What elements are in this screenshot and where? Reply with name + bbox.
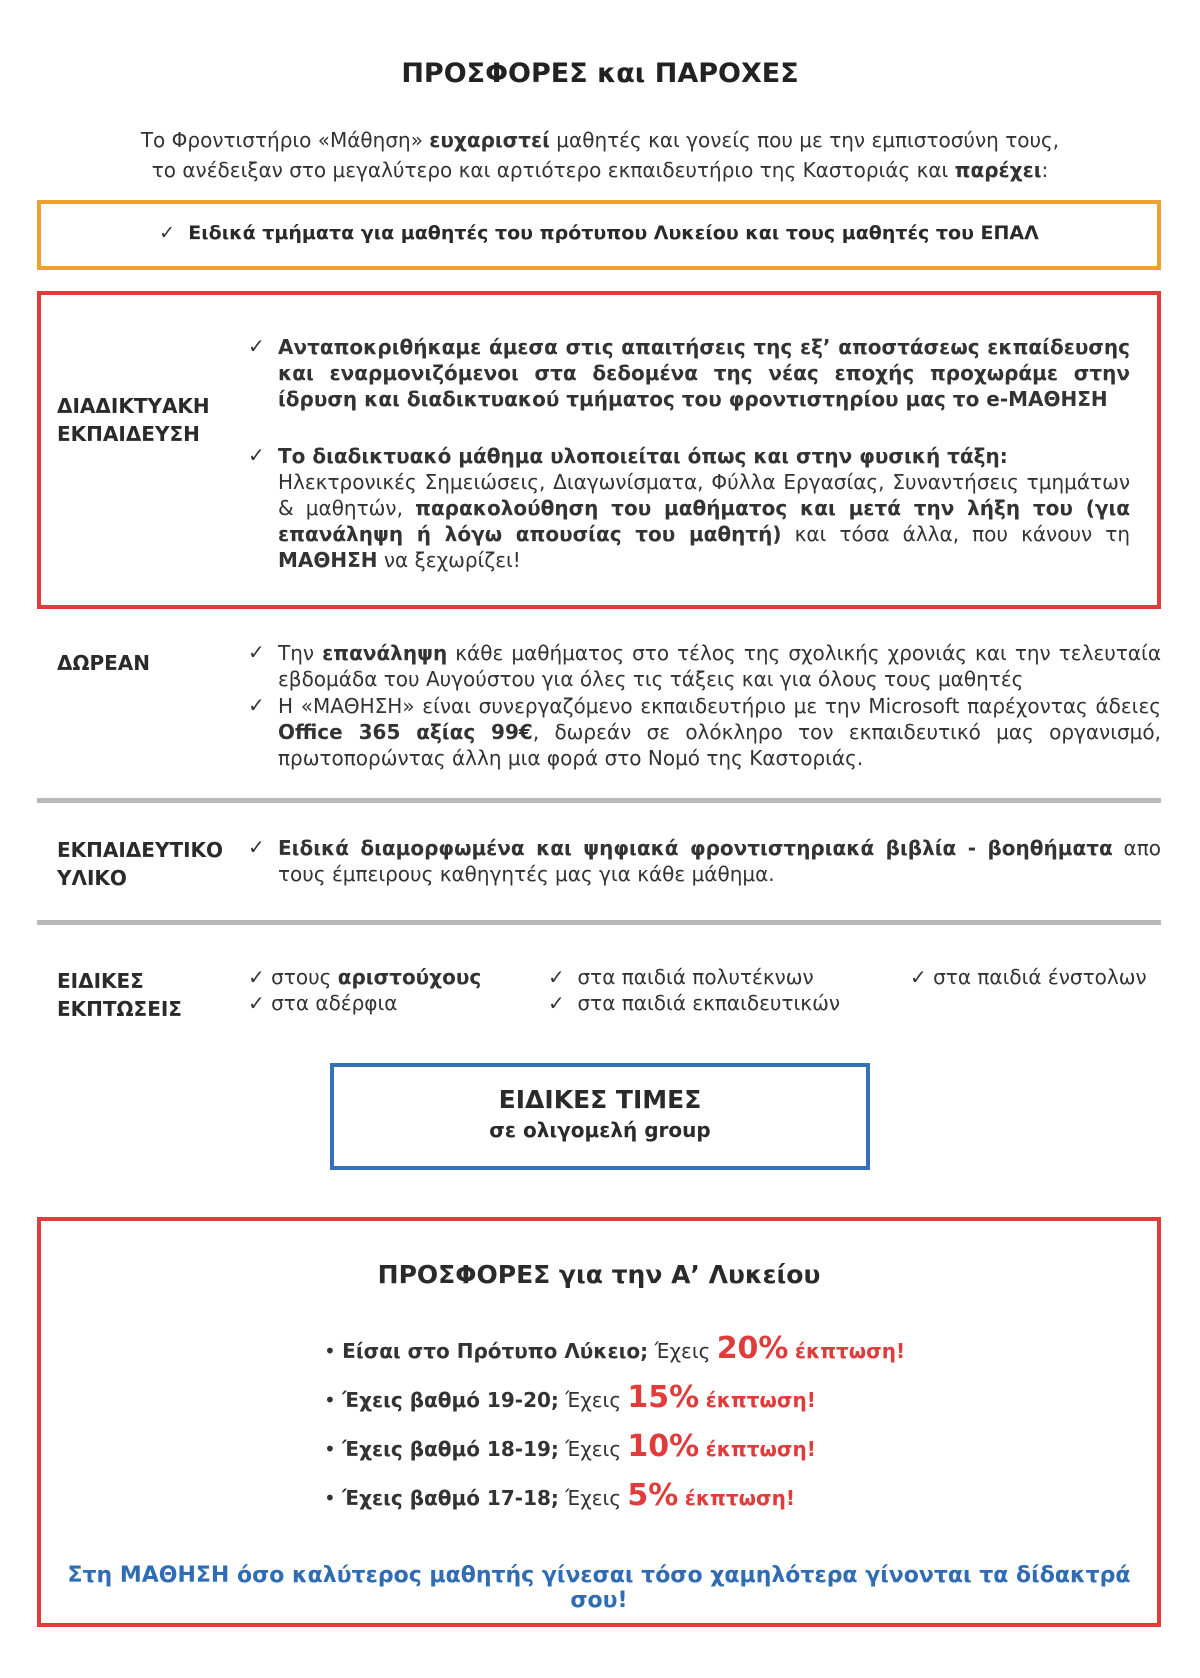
offers-title: ΠΡΟΣΦΟΡΕΣ για την Α’ Λυκείου <box>377 1260 821 1289</box>
offers-footer: Στη ΜΑΘΗΣΗ όσο καλύτερος μαθητής γίνεσαι τόσο χαμηλότερα γίνονται τα δίδακτρά σου! <box>67 1563 1131 1613</box>
free-item-text: Η «ΜΑΘΗΣΗ» είναι συνεργαζόμενο εκπαιδευτήριο με την Microsoft παρέχοντας άδειες <box>278 694 1161 718</box>
check-icon: ✓ <box>159 222 176 244</box>
bullet-icon: • <box>324 1339 336 1363</box>
check-icon: ✓ <box>248 835 265 859</box>
offer-percent: 20% <box>716 1331 789 1366</box>
offer-discount-word: έκπτωση! <box>684 1486 795 1510</box>
material-item-emphasis: Ειδικά διαμορφωμένα και ψηφιακά φροντιστηριακά βιβλία - βοηθήματα <box>278 836 1113 860</box>
discount-text: στους <box>271 965 338 989</box>
check-icon: ✓ <box>548 991 565 1015</box>
discount-text: στα παιδιά εκπαιδευτικών <box>577 991 841 1015</box>
special-classes-text <box>37 222 1161 244</box>
discount-emphasis: αριστούχους <box>337 965 482 989</box>
free-item-emphasis: επανάληψη <box>322 641 448 665</box>
offer-you-have: Έχεις <box>565 1486 622 1510</box>
bullet-icon: • <box>324 1437 336 1461</box>
free-item-1 <box>278 640 1161 692</box>
special-prices-title: ΕΙΔΙΚΕΣ ΤΙΜΕΣ <box>498 1085 702 1114</box>
online-item-2-text: Ηλεκτρονικές Σημειώσεις, Διαγωνίσματα, Φύλλα Εργασίας, Συναντήσεις τμημάτων & μαθητών, <box>278 470 1130 520</box>
discount-text: στα αδέρφια <box>271 991 398 1015</box>
discount-item <box>548 990 840 1016</box>
online-item-2-text: να ξεχωρίζει! <box>377 548 521 572</box>
intro-emphasis: ευχαριστεί <box>429 128 550 152</box>
label-line: ΕΚΠΑΙΔΕΥΣΗ <box>57 422 200 446</box>
offer-question: Έχεις βαθμό 19-20; <box>342 1388 559 1412</box>
bullet-icon: • <box>324 1388 336 1412</box>
discount-item <box>248 990 397 1016</box>
intro-text: : <box>1041 158 1049 182</box>
online-item-2-text: και τόσα άλλα, που κάνουν τη <box>781 522 1131 546</box>
material-label <box>57 836 223 892</box>
check-icon: ✓ <box>248 991 265 1015</box>
offer-discount-word: έκπτωση! <box>705 1388 816 1412</box>
bullet-icon: • <box>324 1486 336 1510</box>
special-prices-box <box>330 1063 870 1170</box>
label-line: ΕΚΠΑΙΔΕΥΤΙΚΟ <box>57 838 224 862</box>
intro-emphasis: παρέχει <box>954 158 1042 182</box>
free-label: ΔΩΡΕΑΝ <box>57 651 151 675</box>
material-item-text: απο τους έμπειρους καθηγητές μας για κάθε μάθημα. <box>278 836 1161 886</box>
free-item-2 <box>278 693 1161 771</box>
offer-percent: 15% <box>627 1380 700 1415</box>
offer-item <box>324 1380 816 1415</box>
online-item-1: Ανταποκριθήκαμε άμεσα στις απαιτήσεις της εξ’ αποστάσεως εκπαίδευσης και εναρμονιζόμενοι στα δεδομένα της νέας εποχής προχωράμε στην ίδρυση και διαδικτυακού τμήματος του φροντιστηρίου μας το e-ΜΑΘΗΣΗ <box>278 335 1130 411</box>
check-icon: ✓ <box>548 965 565 989</box>
offer-you-have: Έχεις <box>565 1388 622 1412</box>
section-divider <box>37 798 1161 803</box>
check-icon: ✓ <box>248 640 265 664</box>
free-item-text: κάθε μαθήματος στο τέλος της σχολικής χρονιάς και την τελευταία εβδομάδα του Αυγούστου για όλες τις τάξεις και για όλους τους μαθητές <box>278 641 1162 691</box>
offer-question: Έχεις βαθμό 18-19; <box>342 1437 559 1461</box>
offer-question: Είσαι στο Πρότυπο Λύκειο; <box>342 1339 649 1363</box>
material-item <box>278 835 1161 887</box>
special-classes-label: Ειδικά τμήματα για μαθητές του πρότυπου Λυκείου και τους μαθητές του ΕΠΑΛ <box>188 222 1039 244</box>
offer-you-have: Έχεις <box>654 1339 711 1363</box>
intro-text: μαθητές και γονείς που με την εμπιστοσύνη τους, <box>549 128 1060 152</box>
intro-text: Το Φροντιστήριο «Μάθηση» <box>140 128 430 152</box>
online-education-label <box>57 392 210 448</box>
online-item-2-emphasis: παρακολούθηση του μαθήματος και μετά την λήξη του (για επανάληψη ή λόγω απουσίας του μαθητή) <box>278 496 1131 546</box>
special-prices-subtitle: σε ολιγομελή group <box>489 1118 711 1142</box>
intro-text: το ανέδειξαν στο μεγαλύτερο και αρτιότερο εκπαιδευτήριο της Καστοριάς και <box>151 158 955 182</box>
offer-item <box>324 1478 795 1513</box>
label-line: ΕΙΔΙΚΕΣ <box>57 969 144 993</box>
free-item-text: Την <box>278 641 323 665</box>
discount-item <box>548 964 814 990</box>
offer-discount-word: έκπτωση! <box>794 1339 906 1363</box>
label-line: ΥΛΙΚΟ <box>57 866 127 890</box>
offer-question: Έχεις βαθμό 17-18; <box>342 1486 559 1510</box>
discounts-label <box>57 967 182 1023</box>
check-icon: ✓ <box>248 443 265 467</box>
check-icon: ✓ <box>910 965 927 989</box>
discount-item <box>910 964 1147 990</box>
page-title: ΠΡΟΣΦΟΡΕΣ και ΠΑΡΟΧΕΣ <box>401 58 799 89</box>
offer-item <box>324 1429 816 1464</box>
offer-discount-word: έκπτωση! <box>705 1437 816 1461</box>
brand-name: ΜΑΘΗΣΗ <box>278 548 378 572</box>
offer-percent: 10% <box>627 1429 700 1464</box>
check-icon: ✓ <box>248 965 265 989</box>
discount-text: στα παιδιά ένστολων <box>933 965 1147 989</box>
online-item-2-head: Το διαδικτυακό μάθημα υλοποιείται όπως και στην φυσική τάξη: <box>278 444 1008 468</box>
free-item-text: , δωρεάν σε ολόκληρο τον εκπαιδευτικό μας οργανισμό, πρωτοπορώντας άλλη μια φορά στο Νομό της Καστοριάς. <box>278 720 1161 770</box>
label-line: ΔΙΑΔΙΚΤΥΑΚΗ <box>57 394 210 418</box>
intro-line-1 <box>0 128 1200 152</box>
online-item-2 <box>278 443 1130 573</box>
discount-text: στα παιδιά πολυτέκνων <box>577 965 814 989</box>
check-icon: ✓ <box>248 334 265 358</box>
free-item-emphasis: Office 365 αξίας 99€ <box>278 720 533 744</box>
offer-percent: 5% <box>627 1478 679 1513</box>
label-line: ΕΚΠΤΩΣΕΙΣ <box>57 997 182 1021</box>
offer-you-have: Έχεις <box>565 1437 622 1461</box>
intro-line-2 <box>0 158 1200 182</box>
offer-item <box>324 1331 905 1366</box>
discount-item <box>248 964 481 990</box>
check-icon: ✓ <box>248 693 265 717</box>
section-divider <box>37 920 1161 925</box>
